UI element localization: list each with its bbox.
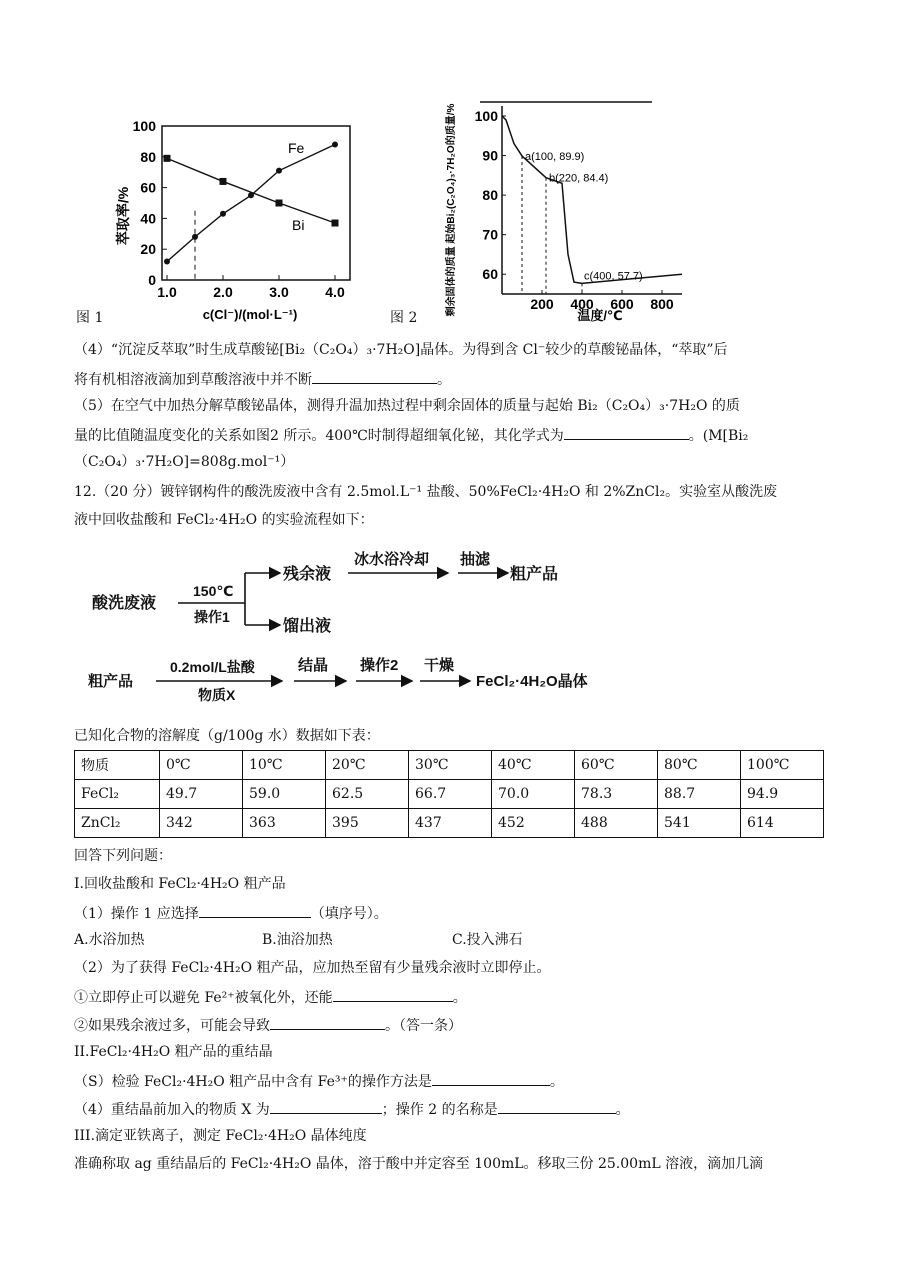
figure2-xtick-label: 800 [650, 296, 674, 312]
q12-line-1: 12.（20 分）镀锌钢构件的酸洗废液中含有 2.5mol.L⁻¹ 盐酸、50%FeCl₂·4H₂O 和 2%ZnCl₂。实验室从酸洗废 [74, 484, 778, 500]
part2-heading: II.FeCl₂·4H₂O 粗产品的重结晶 [74, 1044, 273, 1060]
part1-heading: I.回收盐酸和 FeCl₂·4H₂O 粗产品 [74, 876, 286, 892]
figure1-point-bi [332, 220, 339, 227]
table-cell: 30℃ [409, 751, 492, 780]
table-cell: 614 [741, 809, 824, 838]
figure2-curve [502, 116, 682, 283]
solubility-table [74, 750, 824, 838]
flow-diagram [70, 540, 630, 710]
flow-op1: 操作1 [194, 609, 230, 625]
q3-line: （S）检验 FeCl₂·4H₂O 粗产品中含有 Fe³⁺的操作方法是 。 [74, 1070, 834, 1092]
table-cell: 363 [243, 809, 326, 838]
table-cell: 70.0 [492, 780, 575, 809]
figure1-axes [133, 118, 350, 300]
figure2-ytick-label: 60 [482, 266, 498, 283]
figure1-point-fe [332, 141, 338, 147]
figure1-ytick-label: 80 [140, 148, 156, 165]
figure2-ytick-label: 90 [482, 147, 498, 164]
figure1-point-fe [220, 211, 226, 217]
flow-hcl: 0.2mol/L盐酸 [170, 659, 255, 675]
figure1-point-fe [164, 259, 170, 265]
figure1-point-bi [164, 155, 171, 162]
flow-filter: 抽滤 [460, 551, 491, 568]
figure2-xtick-label: 600 [610, 296, 634, 312]
table-cell: 62.5 [326, 780, 409, 809]
q4b-line: （4）重结晶前加入的物质 X 为 ；操作 2 的名称是 。 [74, 1098, 834, 1120]
figure1-series-line-bi [167, 158, 335, 223]
figure1-xtick-label: 2.0 [213, 284, 233, 300]
figure1-marks [164, 141, 339, 280]
table-cell: 100℃ [741, 751, 824, 780]
table-cell: 94.9 [741, 780, 824, 809]
figure1-frame [162, 126, 350, 280]
table-cell: 66.7 [409, 780, 492, 809]
answer-blank[interactable] [270, 1014, 385, 1030]
flow-start: 酸洗废液 [92, 595, 157, 612]
option-a[interactable]: A.水浴加热 [74, 932, 145, 948]
figure1-ytick-label: 100 [132, 118, 156, 134]
q5-line-1: （5）在空气中加热分解草酸铋晶体，测得升温加热过程中剩余固体的质量与起始 Bi₂（C₂O₄）₃·7H₂O 的质 [74, 398, 740, 414]
figure1-ytick-label: 0 [148, 272, 156, 288]
table-cell: 342 [160, 809, 243, 838]
flow-op2: 操作2 [360, 657, 399, 674]
figure1-ytick-label: 40 [140, 210, 156, 227]
answer-below: 回答下列问题： [74, 848, 172, 864]
table-cell: 395 [326, 809, 409, 838]
table-cell: 59.0 [243, 780, 326, 809]
figure1-xtick-label: 3.0 [269, 284, 289, 300]
figure2-xtick-label: 400 [570, 296, 594, 312]
figure2-chart [420, 98, 700, 328]
table-cell: 452 [492, 809, 575, 838]
figure1-xlabel: c(Cl⁻)/(mol·L⁻¹) [202, 307, 298, 322]
q2-sub1: ①立即停止可以避免 Fe²⁺被氧化外，还能 。 [74, 986, 834, 1008]
q12-line-2: 液中回收盐酸和 FeCl₂·4H₂O 的实验流程如下： [74, 512, 374, 528]
flow-distillate: 馏出液 [283, 618, 332, 635]
q5-line-2: 量的比值随温度变化的关系如图2 所示。400℃时制得超细氧化铋，其化学式为 。(M[Bi₂ [74, 424, 834, 446]
flow-crude2: 粗产品 [88, 673, 134, 690]
table-cell: 49.7 [160, 780, 243, 809]
answer-blank[interactable] [270, 1098, 382, 1114]
table-cell: 488 [575, 809, 658, 838]
table-cell: 541 [658, 809, 741, 838]
figure1-point-bi [276, 200, 283, 207]
table-cell: 437 [409, 809, 492, 838]
figure2-point-label: b(220, 84.4) [549, 172, 609, 185]
table-cell: ZnCl₂ [75, 809, 160, 838]
answer-blank[interactable] [333, 986, 453, 1002]
q2-line: （2）为了获得 FeCl₂·4H₂O 粗产品，应加热至留有少量残余液时立即停止。 [74, 960, 551, 976]
figure2-xtick-label: 200 [530, 296, 554, 312]
flow-dry: 干燥 [424, 657, 455, 674]
figure2-ytick-label: 100 [474, 108, 498, 124]
figure1-series-line-fe [167, 144, 335, 261]
answer-blank[interactable] [312, 368, 437, 384]
figure2-xlabel: 温度/℃ [577, 308, 623, 323]
figure1-point-bi [220, 178, 227, 185]
figure1-xtick-label: 4.0 [325, 284, 345, 300]
q2-sub2: ②如果残余液过多，可能会导致 。（答一条） [74, 1014, 834, 1036]
flow-crude: 粗产品 [510, 566, 559, 583]
figure2-point-label: c(400, 57.7) [584, 270, 643, 283]
table-header-row [75, 751, 824, 780]
table-cell: 88.7 [658, 780, 741, 809]
figure2-marks [502, 116, 682, 294]
figure1-point-fe [192, 234, 198, 240]
flow-crystal: 结晶 [298, 657, 329, 674]
figure1-point-fe [276, 168, 282, 174]
table-intro: 已知化合物的溶解度（g/100g 水）数据如下表： [74, 728, 380, 744]
flow-temp: 150℃ [193, 583, 234, 599]
option-c[interactable]: C.投入沸石 [452, 932, 523, 948]
answer-blank[interactable] [498, 1098, 616, 1114]
q4-line-2: 将有机相溶液滴加到草酸溶液中并不断 。 [74, 368, 834, 390]
table-cell: 10℃ [243, 751, 326, 780]
figure2-axes [475, 102, 682, 312]
answer-blank[interactable] [564, 424, 689, 440]
option-b[interactable]: B.油浴加热 [262, 932, 333, 948]
figure1-xtick-label: 1.0 [157, 284, 177, 300]
q1-options [74, 930, 834, 950]
figure2-caption: 图 2 [390, 310, 418, 326]
table-row [75, 780, 824, 809]
table-cell: 78.3 [575, 780, 658, 809]
flow-cool: 冰水浴冷却 [354, 551, 430, 568]
last-line: 准确称取 ag 重结晶后的 FeCl₂·4H₂O 晶体，溶于酸中并定容至 100mL。移取三份 25.00mL 溶液，滴加几滴 [74, 1156, 764, 1172]
part3-heading: III.滴定亚铁离子，测定 FeCl₂·4H₂O 晶体纯度 [74, 1128, 367, 1144]
figure1-ytick-label: 20 [140, 241, 156, 258]
table-cell: FeCl₂ [75, 780, 160, 809]
table-cell: 40℃ [492, 751, 575, 780]
table-cell: 0℃ [160, 751, 243, 780]
figure2-ylabel: 剩余固体的质量 起始Bi₂(C₂O₄)₃·7H₂O的质量/% [446, 103, 457, 317]
flow-substance: 物质X [198, 687, 236, 703]
table-cell: 物质 [75, 751, 160, 780]
table-cell: 80℃ [658, 751, 741, 780]
figure1-series-label-fe: Fe [288, 140, 305, 156]
figure2-ytick-label: 80 [482, 187, 498, 204]
figure1-series-label-bi: Bi [292, 217, 305, 233]
figure2-ytick-label: 70 [482, 226, 498, 243]
q1-line: （1）操作 1 应选择 （填序号）。 [74, 902, 834, 924]
answer-blank[interactable] [199, 902, 311, 918]
q4-line-1: （4）“沉淀反萃取”时生成草酸铋[Bi₂（C₂O₄）₃·7H₂O]晶体。为得到含 Cl⁻较少的草酸铋晶体，“萃取”后 [74, 342, 728, 358]
figure1-chart [100, 108, 360, 323]
q5-line-3: （C₂O₄）₃·7H₂O]=808g.mol⁻¹） [74, 454, 295, 470]
figure1-ylabel: 萃取率/% [115, 186, 131, 246]
table-cell: 20℃ [326, 751, 409, 780]
flow-residue: 残余液 [283, 566, 332, 583]
table-row [75, 809, 824, 838]
figure1-ytick-label: 60 [140, 179, 156, 196]
figure1-caption: 图 1 [76, 310, 104, 326]
flow-final: FeCl₂·4H₂O晶体 [476, 673, 588, 690]
figure2-point-label: a(100, 89.9) [525, 150, 585, 163]
table-cell: 60℃ [575, 751, 658, 780]
answer-blank[interactable] [432, 1070, 550, 1086]
